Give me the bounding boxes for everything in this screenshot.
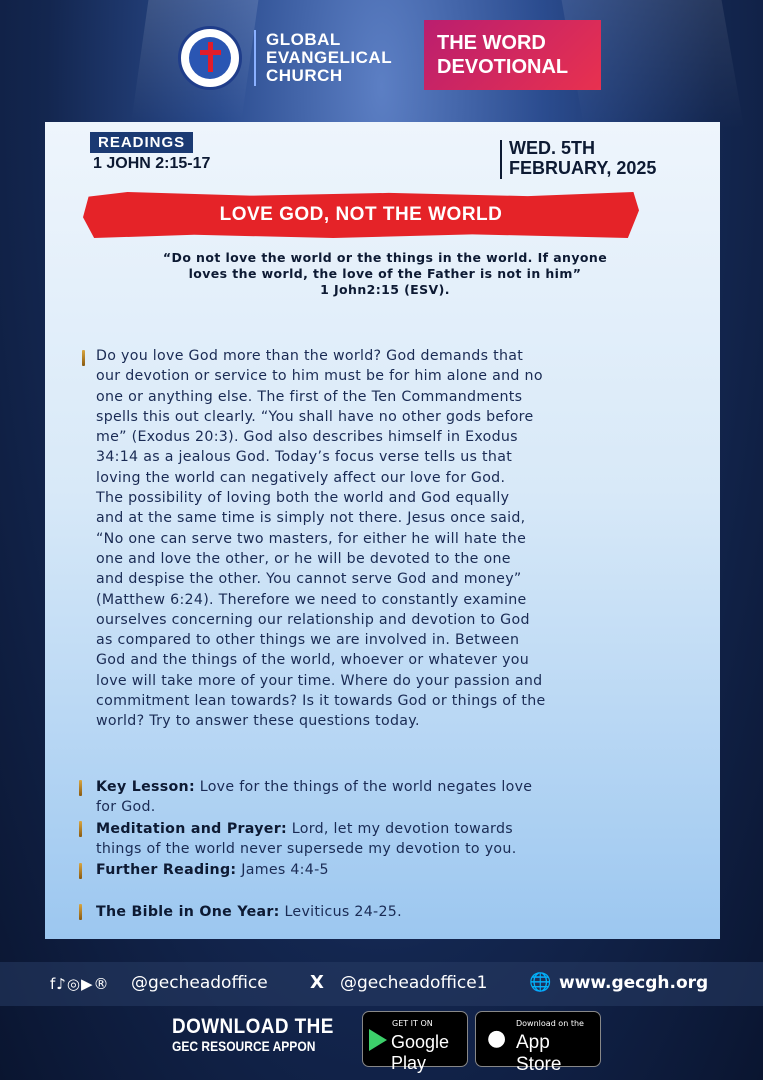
body-line: and at the same time is simply not there. Jesus once said, (96, 510, 526, 527)
further-reading (96, 860, 706, 880)
badge-line: DEVOTIONAL (437, 56, 569, 78)
download-line: DOWNLOAD THE (172, 1015, 334, 1038)
bible-one-year (96, 902, 706, 922)
google-play-icon (369, 1029, 387, 1051)
x-handle[interactable]: @gecheadoffice1 (340, 973, 488, 993)
key-lesson-text: for God. (96, 799, 156, 816)
church-name-line: EVANGELICAL (266, 48, 393, 67)
body-line: The possibility of loving both the world and God equally (96, 490, 510, 507)
logo-divider (254, 30, 256, 86)
app-store-caption: Download on the (516, 1019, 584, 1028)
readings-label: READINGS (90, 132, 193, 153)
meditation-label: Meditation and Prayer: (96, 821, 287, 837)
body-line: (Matthew 6:24). Therefore we need to constantly examine (96, 591, 527, 608)
devotional-badge (424, 20, 601, 90)
social-media-icons[interactable]: f♪◎▶® (50, 975, 110, 993)
further-reading-text: James 4:4-5 (236, 862, 329, 878)
meditation-text: Lord, let my devotion towards (287, 821, 513, 837)
bullet-marker-icon (82, 350, 85, 366)
website-link[interactable]: www.gecgh.org (559, 973, 709, 993)
key-lesson-label: Key Lesson: (96, 779, 195, 795)
church-name-line: GLOBAL (266, 30, 341, 49)
cross-icon (189, 37, 231, 79)
meditation-prayer (96, 819, 706, 860)
meditation-text: things of the world never supersede my devotion to you. (96, 841, 517, 858)
focus-verse (100, 250, 670, 298)
body-line: me” (Exodus 20:3). God also describes himself in Exodus (96, 429, 518, 446)
google-play-button[interactable] (362, 1011, 468, 1073)
apple-icon: ● (487, 1026, 507, 1051)
date-divider (500, 140, 502, 179)
bible-one-year-label: The Bible in One Year: (96, 904, 280, 920)
body-line: God and the things of the world, whoever or whatever you (96, 652, 530, 669)
body-line: one or anything else. The first of the Ten Commandments (96, 388, 523, 405)
body-line: our devotion or service to him must be for him alone and no (96, 368, 543, 385)
bullet-marker-icon (79, 780, 82, 796)
verse-line: loves the world, the love of the Father is not in him” (188, 266, 582, 281)
google-play-caption: GET IT ON (392, 1019, 433, 1028)
body-line: loving the world can negatively affect our love for God. (96, 469, 506, 486)
verse-line: 1 John2:15 (ESV). (320, 282, 450, 297)
x-icon[interactable]: X (310, 972, 324, 993)
app-store-button[interactable] (475, 1011, 601, 1075)
body-line: love will take more of your time. Where do your passion and (96, 672, 543, 689)
body-line: and despise the other. You cannot serve God and money” (96, 571, 522, 588)
bible-one-year-text: Leviticus 24-25. (279, 904, 402, 920)
download-prompt (172, 1016, 352, 1054)
body-line: one and love the other, or he will be devoted to the one (96, 550, 511, 567)
download-line: GEC RESOURCE APPON (172, 1038, 316, 1054)
body-line: “No one can serve two masters, for either he will hate the (96, 530, 527, 547)
devotional-card (45, 122, 720, 939)
body-line: world? Try to answer these questions today. (96, 713, 420, 730)
body-line: commitment lean towards? Is it towards God or things of the (96, 693, 546, 710)
readings-reference: 1 JOHN 2:15-17 (93, 155, 211, 172)
body-line: spells this out clearly. “You shall have no other gods before (96, 408, 534, 425)
date-line: WED. 5TH (509, 138, 596, 158)
badge-line: THE WORD (437, 32, 546, 54)
social-handle[interactable]: @gecheadoffice (131, 973, 268, 993)
globe-icon: 🌐 (529, 972, 552, 993)
body-line: 34:14 as a jealous God. Today’s focus verse tells us that (96, 449, 513, 466)
church-logo (178, 26, 242, 90)
church-name (266, 31, 392, 85)
body-line: ourselves concerning our relationship and devotion to God (96, 611, 530, 628)
bullet-marker-icon (79, 821, 82, 837)
body-line: Do you love God more than the world? God demands that (96, 348, 524, 364)
date (509, 138, 656, 178)
key-lesson-text: Love for the things of the world negates love (194, 779, 533, 795)
page-title: LOVE GOD, NOT THE WORLD (219, 204, 503, 225)
bullet-marker-icon (79, 863, 82, 879)
bullet-marker-icon (79, 904, 82, 920)
key-lesson (96, 777, 706, 818)
header (0, 0, 763, 122)
google-play-label: Google Play (391, 1032, 450, 1073)
devotional-body (96, 346, 706, 732)
verse-line: “Do not love the world or the things in the world. If anyone (162, 250, 608, 265)
body-line: as compared to other things we are involved in. Between (96, 632, 520, 649)
date-line: FEBRUARY, 2025 (509, 158, 657, 178)
church-name-line: CHURCH (266, 66, 343, 85)
further-reading-label: Further Reading: (96, 862, 237, 878)
app-store-label: App Store (516, 1032, 562, 1075)
